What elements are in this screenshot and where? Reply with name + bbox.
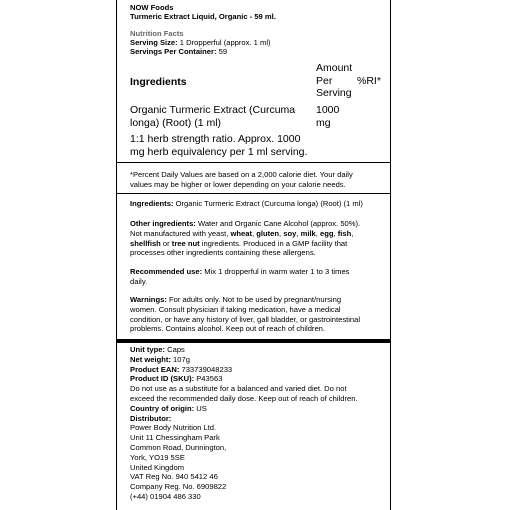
ingredients-statement: Ingredients: Organic Turmeric Extract (Curcuma longa) (Root) (1 ml) [130, 199, 363, 208]
distributor-line: Common Road, Dunnington, [130, 442, 227, 452]
nutrition-facts-title: Nutrition Facts [130, 29, 184, 38]
distributor-line: Unit 11 Chessingham Park [130, 433, 220, 443]
row-amount: 1000 mg [316, 104, 340, 129]
amount-per-serving-header: Amount Per Serving [316, 62, 353, 99]
product-details: Unit type: Caps Net weight: 107g Product EAN: 733739048233 Product ID (SKU): P43563 Do not use as a substitute for a balanced and varied diet. Do not exceed the recommended daily dose. Keep out of reach of children. Country of origin: US Distributor: Power Body Nutrition Ltd. Unit 11 Chessingham Park Common Road, Dunnington, York, YO19 5SE United Kingdom VAT Reg No. 940 5412 46 Company Reg. No. 6909822 (+44) 01904 486 330 [130, 345, 380, 502]
row-ingredient-name: Organic Turmeric Extract (Curcuma longa) (Root) (1 ml) [130, 104, 296, 129]
brand-name: NOW Foods [130, 3, 174, 12]
warnings: Warnings: For adults only. Not to be used by pregnant/nursing women. Consult physician if taking medication, have a medical condition, or have any history of liver, gall bladder, or gastrointestinal problems. Contains alcohol. Keep out of reach of children. [130, 295, 361, 334]
daily-values-footnote: *Percent Daily Values are based on a 2,000 calorie diet. Your daily values may be higher or lower depending on your calorie needs. [130, 170, 353, 189]
ri-header: %RI* [357, 74, 381, 87]
servings-per-container: Servings Per Container: 59 [130, 47, 228, 56]
ingredients-column-header: Ingredients [130, 76, 187, 88]
distributor-line: (+44) 01904 486 330 [130, 491, 201, 501]
divider [117, 193, 390, 194]
distributor-line: United Kingdom [130, 462, 185, 472]
other-ingredients: Other ingredients: Water and Organic Cane Alcohol (approx. 50%). Not manufactured with yeast, wheat, gluten, soy, milk, egg, fish, shellfish or tree nut ingredients. Produced in a GMP facility that processes other ingredients containing these allergens. [130, 219, 361, 258]
supplement-label [116, 0, 391, 510]
distributor-line: VAT Reg No. 940 5412 46 [130, 472, 218, 482]
herb-strength-note: 1:1 herb strength ratio. Approx. 1000 mg herb equivalency per 1 ml serving. [130, 133, 308, 158]
distributor-line: York, YO19 5SE [130, 452, 185, 462]
distributor-line: Company Reg. No. 6909822 [130, 482, 227, 492]
product-title: Turmeric Extract Liquid, Organic - 59 ml. [130, 12, 276, 21]
thick-divider [117, 339, 390, 343]
serving-size: Serving Size: 1 Dropperful (approx. 1 ml) [130, 38, 271, 47]
distributor-line: Power Body Nutrition Ltd. [130, 423, 217, 433]
divider [117, 162, 390, 163]
recommended-use: Recommended use: Mix 1 dropperful in warm water 1 to 3 times daily. [130, 267, 350, 286]
